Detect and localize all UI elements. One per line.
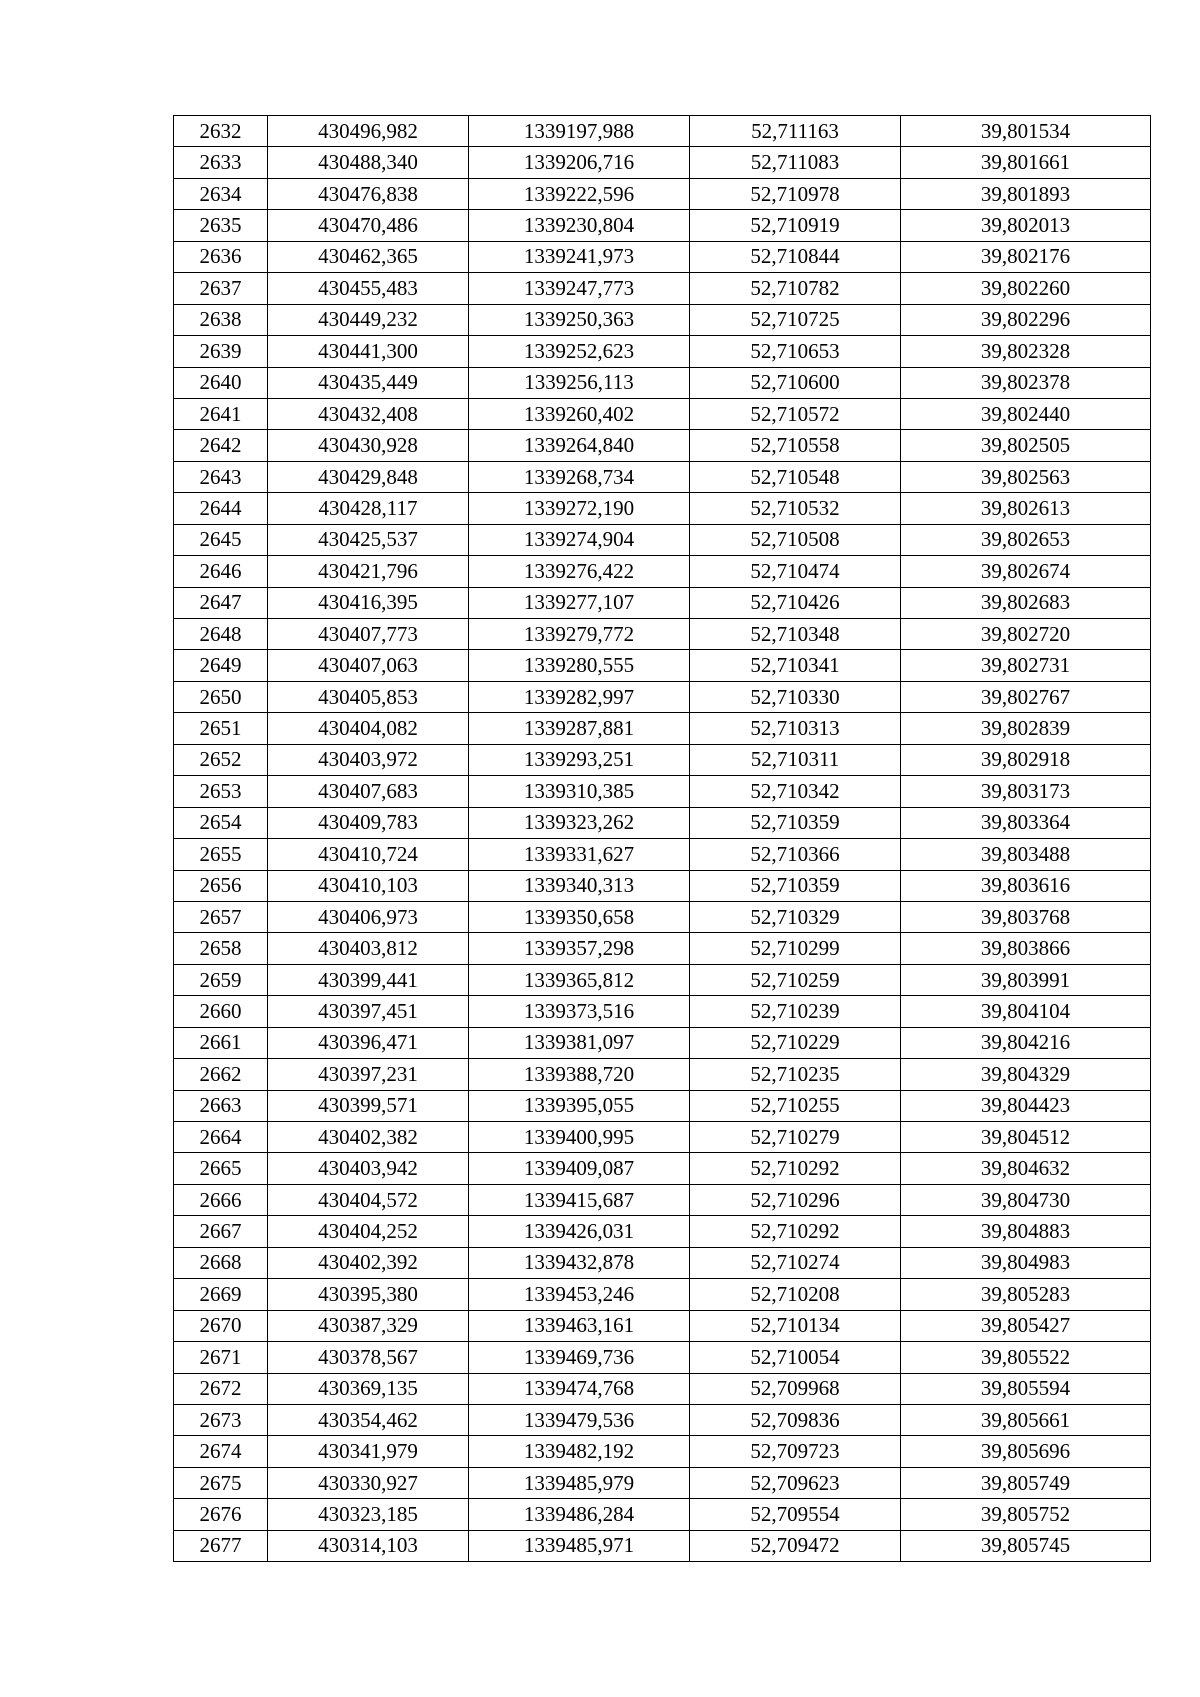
table-row [174,1247,1151,1278]
point-number-cell: 2675 [174,1467,268,1498]
y-coordinate-cell: 1339310,385 [469,776,690,807]
point-number-cell: 2655 [174,839,268,870]
y-coordinate-cell: 1339350,658 [469,901,690,932]
y-coordinate-cell: 1339287,881 [469,713,690,744]
table-row [174,744,1151,775]
point-number-cell: 2676 [174,1499,268,1530]
x-coordinate-cell: 430476,838 [268,178,469,209]
longitude-cell: 39,804883 [901,1216,1151,1247]
table-row [174,304,1151,335]
y-coordinate-cell: 1339365,812 [469,964,690,995]
table-row [174,1153,1151,1184]
x-coordinate-cell: 430409,783 [268,807,469,838]
point-number-cell: 2647 [174,587,268,618]
latitude-cell: 52,709554 [690,1499,901,1530]
table-row [174,1373,1151,1404]
longitude-cell: 39,802260 [901,273,1151,304]
table-row [174,524,1151,555]
latitude-cell: 52,710532 [690,493,901,524]
y-coordinate-cell: 1339293,251 [469,744,690,775]
x-coordinate-cell: 430399,441 [268,964,469,995]
latitude-cell: 52,710341 [690,650,901,681]
point-number-cell: 2665 [174,1153,268,1184]
latitude-cell: 52,709472 [690,1530,901,1561]
y-coordinate-cell: 1339463,161 [469,1310,690,1341]
table-row [174,1122,1151,1153]
x-coordinate-cell: 430404,082 [268,713,469,744]
table-row [174,587,1151,618]
point-number-cell: 2644 [174,493,268,524]
table-row [174,430,1151,461]
coordinates-table [173,115,1151,1562]
longitude-cell: 39,803173 [901,776,1151,807]
point-number-cell: 2643 [174,461,268,492]
longitude-cell: 39,805427 [901,1310,1151,1341]
y-coordinate-cell: 1339222,596 [469,178,690,209]
table-row [174,776,1151,807]
x-coordinate-cell: 430410,724 [268,839,469,870]
longitude-cell: 39,804423 [901,1090,1151,1121]
x-coordinate-cell: 430435,449 [268,367,469,398]
y-coordinate-cell: 1339486,284 [469,1499,690,1530]
y-coordinate-cell: 1339241,973 [469,241,690,272]
longitude-cell: 39,801893 [901,178,1151,209]
x-coordinate-cell: 430397,231 [268,1059,469,1090]
point-number-cell: 2636 [174,241,268,272]
point-number-cell: 2662 [174,1059,268,1090]
latitude-cell: 52,711163 [690,116,901,147]
latitude-cell: 52,710366 [690,839,901,870]
longitude-cell: 39,804512 [901,1122,1151,1153]
point-number-cell: 2672 [174,1373,268,1404]
y-coordinate-cell: 1339260,402 [469,398,690,429]
x-coordinate-cell: 430449,232 [268,304,469,335]
table-row [174,461,1151,492]
point-number-cell: 2642 [174,430,268,461]
x-coordinate-cell: 430323,185 [268,1499,469,1530]
point-number-cell: 2663 [174,1090,268,1121]
point-number-cell: 2645 [174,524,268,555]
point-number-cell: 2652 [174,744,268,775]
y-coordinate-cell: 1339206,716 [469,147,690,178]
table-row [174,1404,1151,1435]
y-coordinate-cell: 1339197,988 [469,116,690,147]
table-row [174,901,1151,932]
longitude-cell: 39,802013 [901,210,1151,241]
x-coordinate-cell: 430425,537 [268,524,469,555]
x-coordinate-cell: 430397,451 [268,996,469,1027]
longitude-cell: 39,805752 [901,1499,1151,1530]
longitude-cell: 39,802296 [901,304,1151,335]
longitude-cell: 39,804730 [901,1184,1151,1215]
longitude-cell: 39,802767 [901,681,1151,712]
y-coordinate-cell: 1339323,262 [469,807,690,838]
point-number-cell: 2653 [174,776,268,807]
point-number-cell: 2657 [174,901,268,932]
table-row [174,1279,1151,1310]
longitude-cell: 39,802440 [901,398,1151,429]
latitude-cell: 52,710919 [690,210,901,241]
y-coordinate-cell: 1339274,904 [469,524,690,555]
y-coordinate-cell: 1339479,536 [469,1404,690,1435]
y-coordinate-cell: 1339230,804 [469,210,690,241]
point-number-cell: 2654 [174,807,268,838]
longitude-cell: 39,802720 [901,619,1151,650]
point-number-cell: 2664 [174,1122,268,1153]
y-coordinate-cell: 1339268,734 [469,461,690,492]
longitude-cell: 39,804632 [901,1153,1151,1184]
latitude-cell: 52,710054 [690,1342,901,1373]
table-row [174,807,1151,838]
longitude-cell: 39,802674 [901,556,1151,587]
y-coordinate-cell: 1339276,422 [469,556,690,587]
coordinates-table-body [174,116,1151,1562]
table-row [174,964,1151,995]
longitude-cell: 39,802683 [901,587,1151,618]
y-coordinate-cell: 1339282,997 [469,681,690,712]
point-number-cell: 2640 [174,367,268,398]
y-coordinate-cell: 1339388,720 [469,1059,690,1090]
point-number-cell: 2673 [174,1404,268,1435]
x-coordinate-cell: 430416,395 [268,587,469,618]
point-number-cell: 2639 [174,336,268,367]
x-coordinate-cell: 430404,252 [268,1216,469,1247]
latitude-cell: 52,710653 [690,336,901,367]
table-row [174,1530,1151,1561]
x-coordinate-cell: 430395,380 [268,1279,469,1310]
y-coordinate-cell: 1339331,627 [469,839,690,870]
y-coordinate-cell: 1339426,031 [469,1216,690,1247]
y-coordinate-cell: 1339469,736 [469,1342,690,1373]
table-row [174,1342,1151,1373]
table-row [174,619,1151,650]
longitude-cell: 39,804104 [901,996,1151,1027]
longitude-cell: 39,801661 [901,147,1151,178]
latitude-cell: 52,710229 [690,1027,901,1058]
latitude-cell: 52,709968 [690,1373,901,1404]
longitude-cell: 39,805522 [901,1342,1151,1373]
y-coordinate-cell: 1339453,246 [469,1279,690,1310]
point-number-cell: 2649 [174,650,268,681]
latitude-cell: 52,710978 [690,178,901,209]
y-coordinate-cell: 1339432,878 [469,1247,690,1278]
latitude-cell: 52,709723 [690,1436,901,1467]
latitude-cell: 52,710299 [690,933,901,964]
table-row [174,398,1151,429]
table-row [174,178,1151,209]
longitude-cell: 39,805745 [901,1530,1151,1561]
y-coordinate-cell: 1339340,313 [469,870,690,901]
table-row [174,681,1151,712]
point-number-cell: 2656 [174,870,268,901]
table-row [174,147,1151,178]
latitude-cell: 52,710508 [690,524,901,555]
latitude-cell: 52,710329 [690,901,901,932]
x-coordinate-cell: 430330,927 [268,1467,469,1498]
longitude-cell: 39,803866 [901,933,1151,964]
latitude-cell: 52,710313 [690,713,901,744]
table-row [174,1216,1151,1247]
longitude-cell: 39,802839 [901,713,1151,744]
point-number-cell: 2668 [174,1247,268,1278]
latitude-cell: 52,710600 [690,367,901,398]
latitude-cell: 52,710342 [690,776,901,807]
y-coordinate-cell: 1339256,113 [469,367,690,398]
latitude-cell: 52,710359 [690,807,901,838]
y-coordinate-cell: 1339482,192 [469,1436,690,1467]
table-row [174,650,1151,681]
point-number-cell: 2633 [174,147,268,178]
table-row [174,1027,1151,1058]
x-coordinate-cell: 430428,117 [268,493,469,524]
table-row [174,996,1151,1027]
x-coordinate-cell: 430403,812 [268,933,469,964]
x-coordinate-cell: 430488,340 [268,147,469,178]
longitude-cell: 39,803768 [901,901,1151,932]
table-row [174,556,1151,587]
latitude-cell: 52,710235 [690,1059,901,1090]
longitude-cell: 39,802378 [901,367,1151,398]
longitude-cell: 39,804216 [901,1027,1151,1058]
latitude-cell: 52,710330 [690,681,901,712]
point-number-cell: 2671 [174,1342,268,1373]
table-row [174,273,1151,304]
latitude-cell: 52,710292 [690,1153,901,1184]
y-coordinate-cell: 1339252,623 [469,336,690,367]
table-row [174,116,1151,147]
longitude-cell: 39,803616 [901,870,1151,901]
y-coordinate-cell: 1339415,687 [469,1184,690,1215]
x-coordinate-cell: 430404,572 [268,1184,469,1215]
point-number-cell: 2669 [174,1279,268,1310]
latitude-cell: 52,710474 [690,556,901,587]
x-coordinate-cell: 430341,979 [268,1436,469,1467]
table-row [174,839,1151,870]
longitude-cell: 39,801534 [901,116,1151,147]
x-coordinate-cell: 430407,063 [268,650,469,681]
longitude-cell: 39,804983 [901,1247,1151,1278]
y-coordinate-cell: 1339485,971 [469,1530,690,1561]
x-coordinate-cell: 430369,135 [268,1373,469,1404]
x-coordinate-cell: 430432,408 [268,398,469,429]
table-row [174,1310,1151,1341]
longitude-cell: 39,805283 [901,1279,1151,1310]
longitude-cell: 39,805696 [901,1436,1151,1467]
point-number-cell: 2661 [174,1027,268,1058]
x-coordinate-cell: 430399,571 [268,1090,469,1121]
point-number-cell: 2651 [174,713,268,744]
longitude-cell: 39,804329 [901,1059,1151,1090]
table-row [174,1090,1151,1121]
longitude-cell: 39,802653 [901,524,1151,555]
latitude-cell: 52,710426 [690,587,901,618]
table-row [174,1184,1151,1215]
point-number-cell: 2650 [174,681,268,712]
point-number-cell: 2638 [174,304,268,335]
table-row [174,493,1151,524]
x-coordinate-cell: 430405,853 [268,681,469,712]
x-coordinate-cell: 430354,462 [268,1404,469,1435]
latitude-cell: 52,710311 [690,744,901,775]
y-coordinate-cell: 1339277,107 [469,587,690,618]
longitude-cell: 39,802176 [901,241,1151,272]
longitude-cell: 39,805661 [901,1404,1151,1435]
y-coordinate-cell: 1339381,097 [469,1027,690,1058]
y-coordinate-cell: 1339264,840 [469,430,690,461]
x-coordinate-cell: 430407,683 [268,776,469,807]
longitude-cell: 39,803488 [901,839,1151,870]
table-row [174,1499,1151,1530]
x-coordinate-cell: 430430,928 [268,430,469,461]
y-coordinate-cell: 1339279,772 [469,619,690,650]
latitude-cell: 52,710239 [690,996,901,1027]
point-number-cell: 2658 [174,933,268,964]
table-row [174,1467,1151,1498]
y-coordinate-cell: 1339280,555 [469,650,690,681]
table-row [174,1059,1151,1090]
point-number-cell: 2646 [174,556,268,587]
point-number-cell: 2666 [174,1184,268,1215]
longitude-cell: 39,803991 [901,964,1151,995]
point-number-cell: 2674 [174,1436,268,1467]
y-coordinate-cell: 1339474,768 [469,1373,690,1404]
x-coordinate-cell: 430496,982 [268,116,469,147]
table-row [174,933,1151,964]
latitude-cell: 52,710134 [690,1310,901,1341]
point-number-cell: 2632 [174,116,268,147]
point-number-cell: 2659 [174,964,268,995]
y-coordinate-cell: 1339357,298 [469,933,690,964]
latitude-cell: 52,710359 [690,870,901,901]
longitude-cell: 39,803364 [901,807,1151,838]
point-number-cell: 2637 [174,273,268,304]
y-coordinate-cell: 1339400,995 [469,1122,690,1153]
y-coordinate-cell: 1339272,190 [469,493,690,524]
latitude-cell: 52,709836 [690,1404,901,1435]
x-coordinate-cell: 430462,365 [268,241,469,272]
y-coordinate-cell: 1339247,773 [469,273,690,304]
latitude-cell: 52,710558 [690,430,901,461]
latitude-cell: 52,710572 [690,398,901,429]
point-number-cell: 2641 [174,398,268,429]
y-coordinate-cell: 1339250,363 [469,304,690,335]
y-coordinate-cell: 1339373,516 [469,996,690,1027]
point-number-cell: 2648 [174,619,268,650]
x-coordinate-cell: 430403,972 [268,744,469,775]
x-coordinate-cell: 430410,103 [268,870,469,901]
x-coordinate-cell: 430441,300 [268,336,469,367]
latitude-cell: 52,710208 [690,1279,901,1310]
latitude-cell: 52,710274 [690,1247,901,1278]
longitude-cell: 39,802328 [901,336,1151,367]
latitude-cell: 52,710259 [690,964,901,995]
latitude-cell: 52,711083 [690,147,901,178]
latitude-cell: 52,710296 [690,1184,901,1215]
x-coordinate-cell: 430407,773 [268,619,469,650]
latitude-cell: 52,710725 [690,304,901,335]
latitude-cell: 52,710255 [690,1090,901,1121]
longitude-cell: 39,802505 [901,430,1151,461]
table-row [174,713,1151,744]
longitude-cell: 39,802563 [901,461,1151,492]
latitude-cell: 52,710548 [690,461,901,492]
y-coordinate-cell: 1339485,979 [469,1467,690,1498]
table-row [174,241,1151,272]
table-row [174,367,1151,398]
longitude-cell: 39,802918 [901,744,1151,775]
point-number-cell: 2660 [174,996,268,1027]
longitude-cell: 39,805594 [901,1373,1151,1404]
x-coordinate-cell: 430378,567 [268,1342,469,1373]
point-number-cell: 2677 [174,1530,268,1561]
table-row [174,870,1151,901]
point-number-cell: 2634 [174,178,268,209]
latitude-cell: 52,710348 [690,619,901,650]
latitude-cell: 52,709623 [690,1467,901,1498]
x-coordinate-cell: 430387,329 [268,1310,469,1341]
x-coordinate-cell: 430421,796 [268,556,469,587]
longitude-cell: 39,802613 [901,493,1151,524]
point-number-cell: 2635 [174,210,268,241]
x-coordinate-cell: 430402,392 [268,1247,469,1278]
x-coordinate-cell: 430470,486 [268,210,469,241]
x-coordinate-cell: 430396,471 [268,1027,469,1058]
point-number-cell: 2670 [174,1310,268,1341]
latitude-cell: 52,710844 [690,241,901,272]
table-row [174,336,1151,367]
x-coordinate-cell: 430406,973 [268,901,469,932]
x-coordinate-cell: 430402,382 [268,1122,469,1153]
latitude-cell: 52,710782 [690,273,901,304]
latitude-cell: 52,710292 [690,1216,901,1247]
x-coordinate-cell: 430314,103 [268,1530,469,1561]
latitude-cell: 52,710279 [690,1122,901,1153]
table-row [174,210,1151,241]
y-coordinate-cell: 1339409,087 [469,1153,690,1184]
point-number-cell: 2667 [174,1216,268,1247]
x-coordinate-cell: 430429,848 [268,461,469,492]
longitude-cell: 39,805749 [901,1467,1151,1498]
x-coordinate-cell: 430403,942 [268,1153,469,1184]
table-row [174,1436,1151,1467]
y-coordinate-cell: 1339395,055 [469,1090,690,1121]
longitude-cell: 39,802731 [901,650,1151,681]
x-coordinate-cell: 430455,483 [268,273,469,304]
